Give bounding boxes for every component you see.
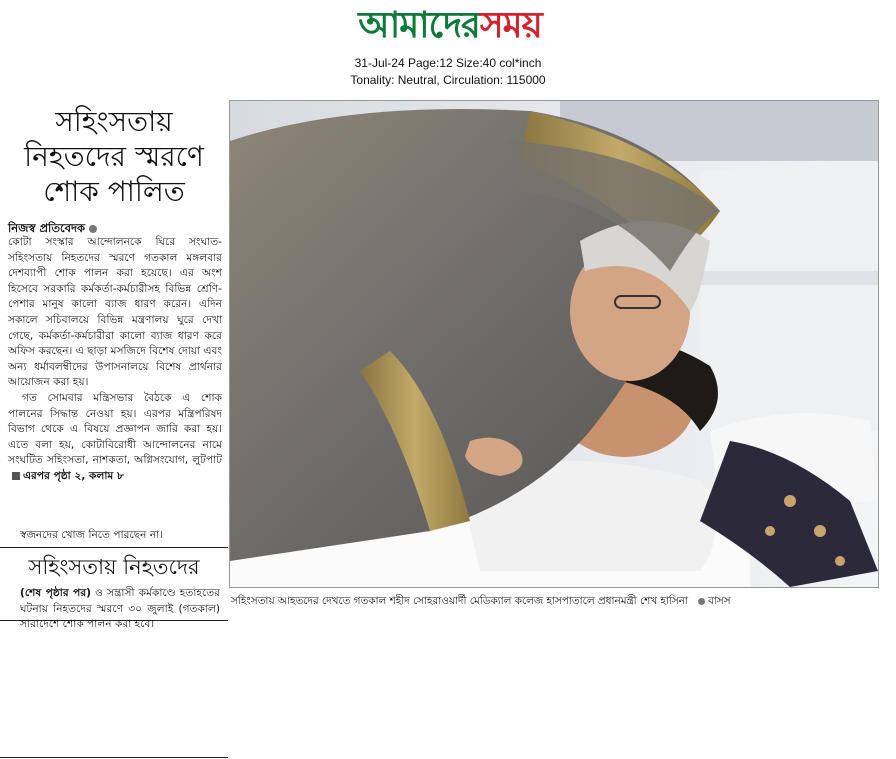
headline-line-2: নিহতদের স্মরণে [24,140,204,173]
continue-jump[interactable] [8,470,124,482]
article-paragraph-1: কোটা সংস্কার আন্দোলনকে ঘিরে সংঘাত-সহিংসতায় নিহতদের স্মরণে গতকাল মঙ্গলবার দেশব্যাপী শোক পালন করা হয়েছে। এর অংশ হিসেবে সরকারি কর্মকর্তা-কর্মচারীসহ বিভিন্ন শ্রেণি-পেশার মানুষ কালো ব্যাজ ধারণ করেন। এদিন সকালে সচিবালয়ে বিভিন্ন মন্ত্রণালয় ঘুরে দেখা গেছে, কর্মকর্তা-কর্মচারীরা কালো ব্যাজ ধারণ করে অফিস করছেন। এ ছাড়া মসজিদে বিশেষ দোয়া এবং অন্য ধর্মাবলম্বীদের উপাসনালয়ে বিশেষ প্রার্থনার আয়োজন করা হয়। [8,236,222,389]
continue-jump-text: এরপর পৃষ্ঠা ২, কলাম ৮ [23,469,124,482]
photo-caption [231,594,876,611]
continuation-lead: (শেষ পৃষ্ঠার পর) [20,587,92,599]
column-divider-2 [0,547,228,548]
headline-line-1: সহিংসতায় [55,105,173,138]
masthead [0,0,896,87]
headline-line-3: শোক পালিত [43,175,185,208]
newspaper-logo [312,2,588,50]
clipping-meta-line2: Tonality: Neutral, Circulation: 115000 [350,73,546,87]
continuation-headline: সহিংসতায় নিহতদের [28,555,200,579]
photo-caption-text: সহিংসতায় আহতদের দেখতে গতকাল শহীদ সোহরাওয়ার্দী মেডিক্যাল কলেজ হাসপাতালে প্রধানমন্ত্রী শেখ হাসিনা [231,595,688,607]
square-bullet-icon [12,472,20,480]
photo-credit: বাসস [707,595,731,607]
logo-text-part2: সময় [479,4,542,46]
article-headline [0,104,228,209]
continuation-body [20,586,220,633]
article-paragraph-2 [8,391,222,485]
column-divider-3 [0,757,228,758]
article-paragraph-2-text: গত সোমবার মন্ত্রিসভার বৈঠকে এ শোক পালনের সিদ্ধান্ত নেওয়া হয়। এরপর মন্ত্রিপরিষদ বিভাগ থেকে এ বিষয়ে প্রজ্ঞাপন জারি করা হয়। এতে বলা হয়, কোটাবিরোধী আন্দোলনের নামে সংঘটিত সহিংসতা, নাশকতা, অগ্নিসংযোগ, লুটপাট [8,391,222,467]
byline-text: নিজস্ব প্রতিবেদক [8,221,86,235]
logo-text-part1: আমাদের [358,4,480,46]
credit-bullet-icon [698,598,705,605]
fragment-text: স্বজনদের খোজ নিতে পারছেন না। [20,529,164,541]
clipping-meta-line1: 31-Jul-24 Page:12 Size:40 col*inch [354,56,542,70]
byline-bullet-icon [89,225,97,233]
article-body [8,235,222,485]
continuation-text: ও সন্ত্রাসী কর্মকাণ্ডে হতাহতের ঘটনায় নিহতদের স্মরণে ৩০ জুলাই (গতকাল) সারাদেশে শোক পালন করা হবে। [20,587,220,631]
news-photo [229,100,879,588]
photo-illustration [230,101,878,587]
